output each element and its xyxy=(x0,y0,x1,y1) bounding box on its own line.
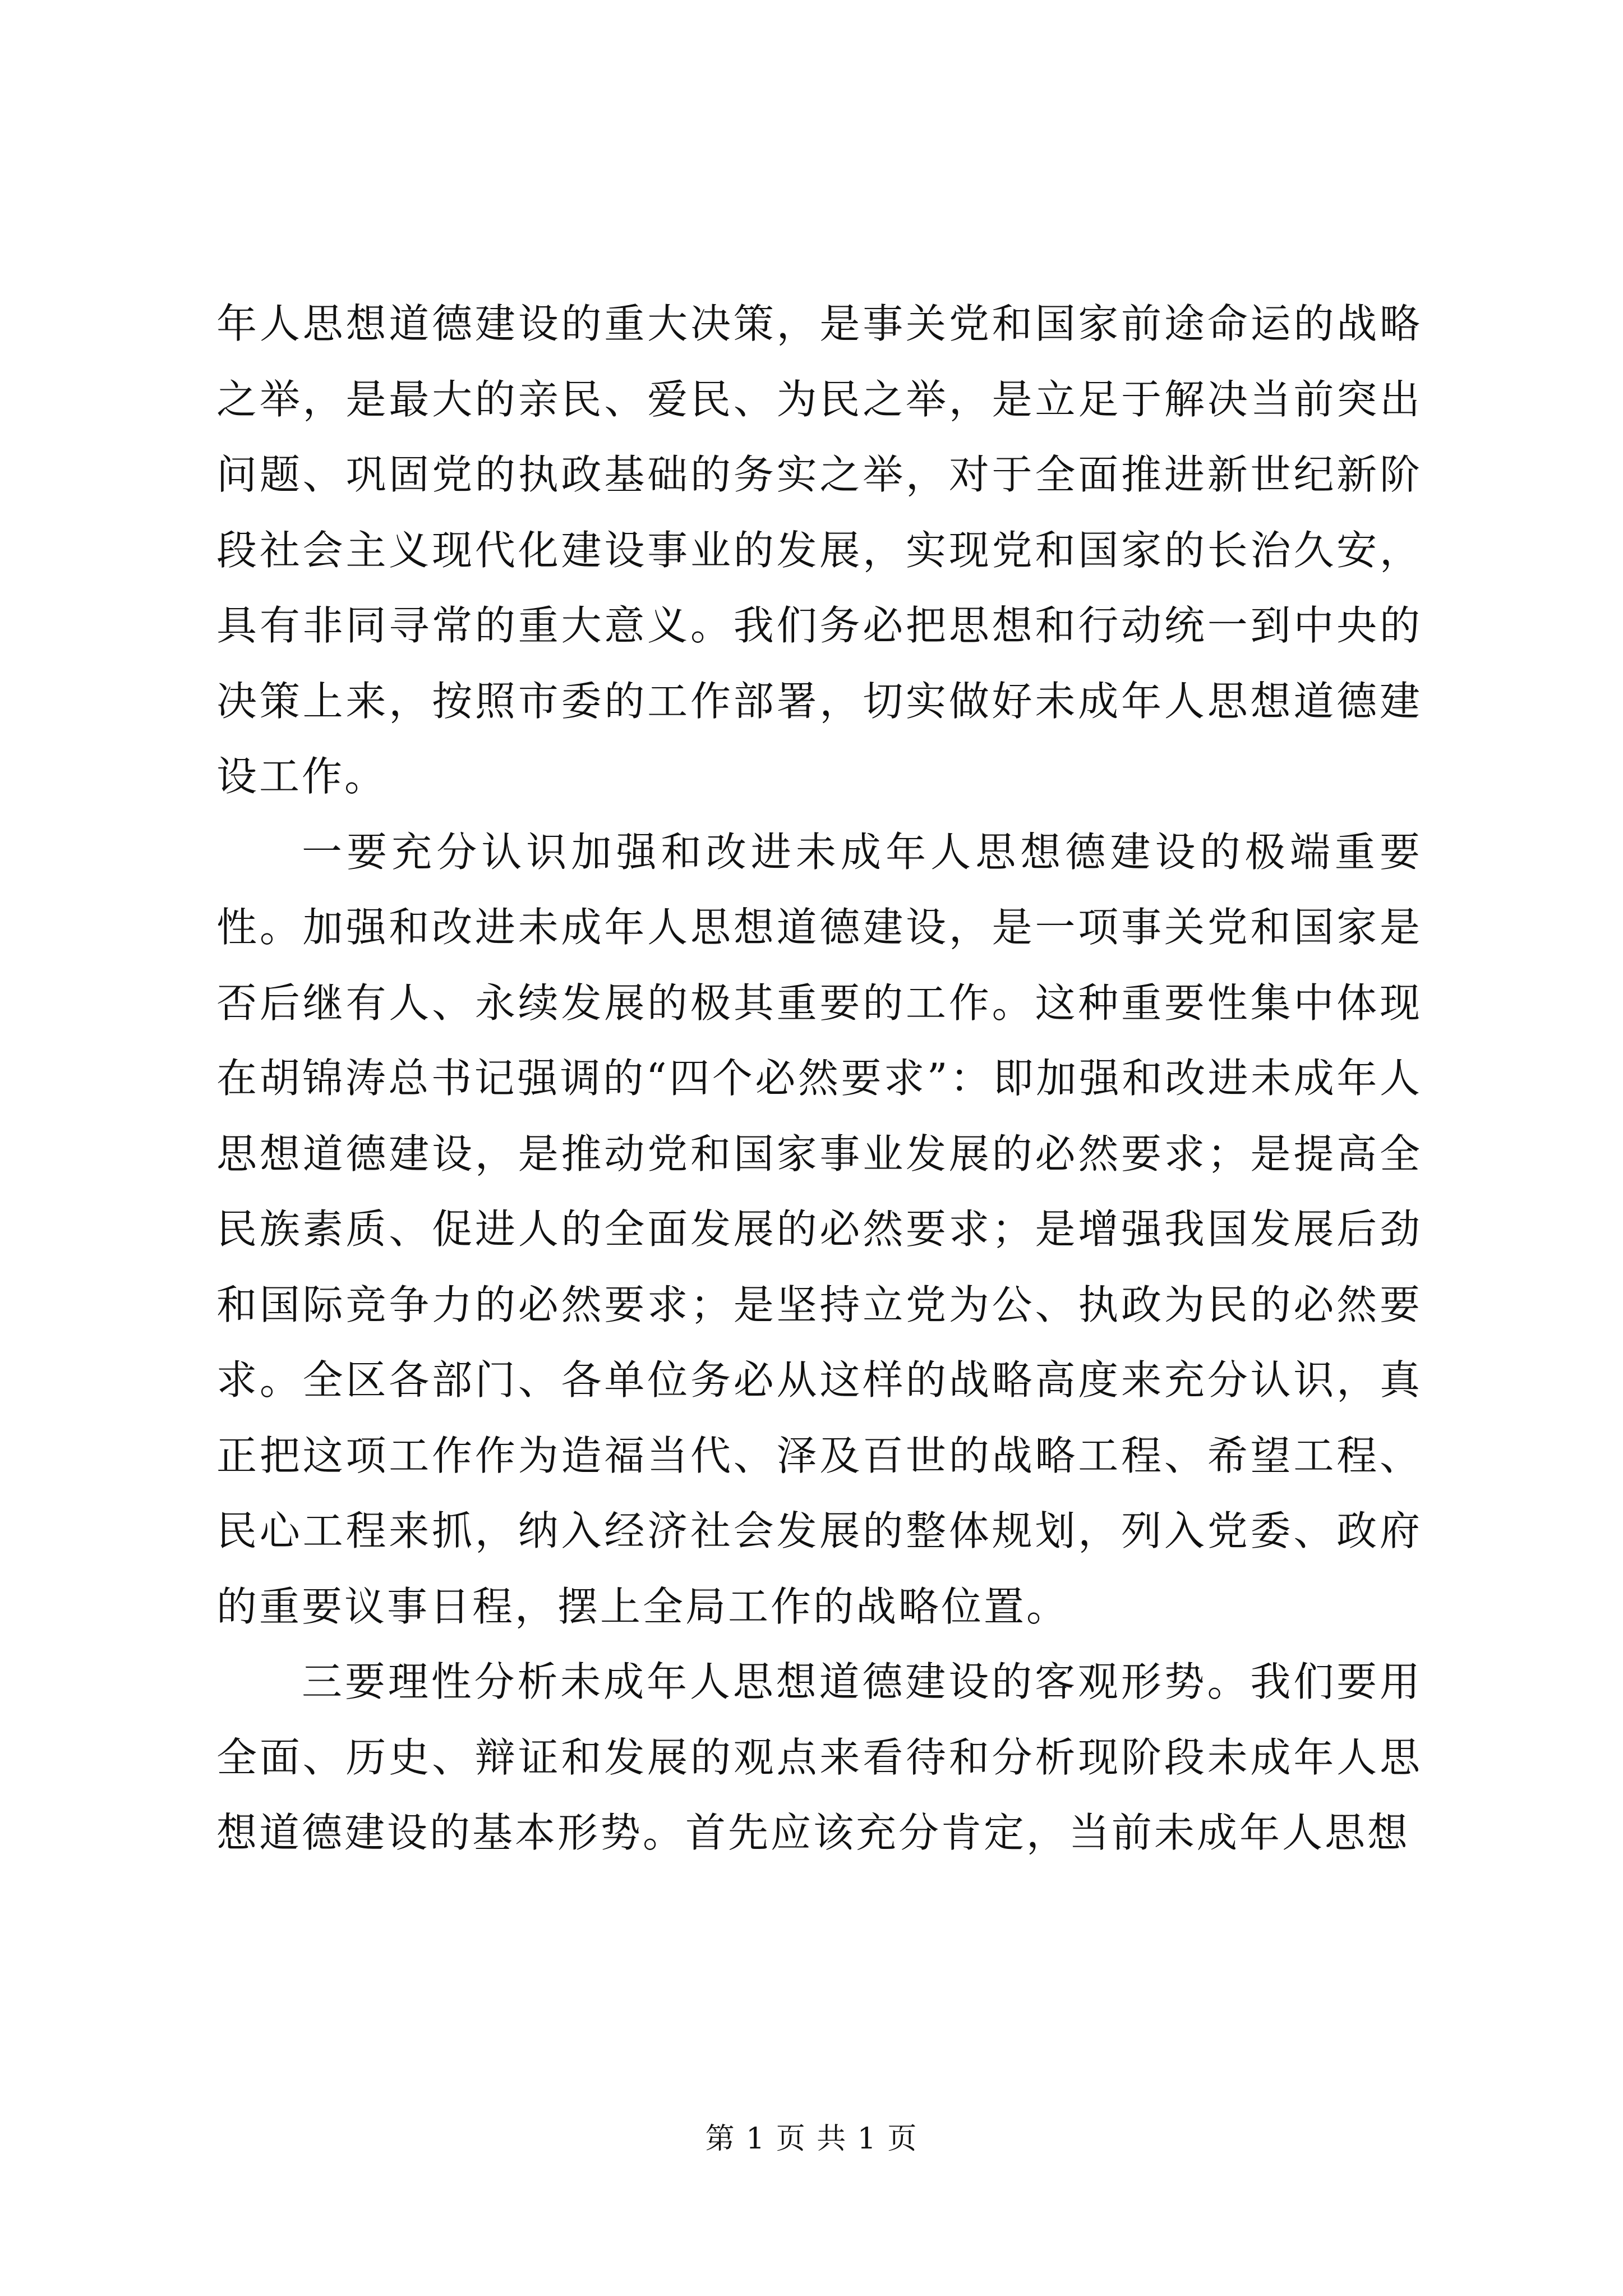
page-number-footer: 第 1 页 共 1 页 xyxy=(705,2122,918,2156)
document-body xyxy=(216,286,1422,1871)
paragraph-continuation: 年人思想道德建设的重大决策，是事关党和国家前途命运的战略之举，是最大的亲民、爱民、为民之举，是立足于解决当前突出问题、巩固党的执政基础的务实之举，对于全面推进新世纪新阶段社会主义现代化建设事业的发展，实现党和国家的长治久安，具有非同寻常的重大意义。我们务必把思想和行动统一到中央的决策上来，按照市委的工作部署，切实做好未成年人思想道德建设工作。 xyxy=(216,300,1422,800)
paragraph-situation: 三要理性分析未成年人思想道德建设的客观形势。我们要用全面、历史、辩证和发展的观点来看待和分析现阶段未成年人思想道德建设的基本形势。首先应该充分肯定，当前未成年人思想 xyxy=(216,1658,1422,1856)
paragraph-importance: 一要充分认识加强和改进未成年人思想德建设的极端重要性。加强和改进未成年人思想道德建设，是一项事关党和国家是否后继有人、永续发展的极其重要的工作。这种重要性集中体现在胡锦涛总书记强调的“四个必然要求”：即加强和改进未成年人思想道德建设，是推动党和国家事业发展的必然要求；是提高全民族素质、促进人的全面发展的必然要求；是增强我国发展后劲和国际竞争力的必然要求；是坚持立党为公、执政为民的必然要求。全区各部门、各单位务必从这样的战略高度来充分认识，真正把这项工作作为造福当代、泽及百世的战略工程、希望工程、民心工程来抓，纳入经济社会发展的整体规划，列入党委、政府的重要议事日程，摆上全局工作的战略位置。 xyxy=(216,828,1422,1630)
